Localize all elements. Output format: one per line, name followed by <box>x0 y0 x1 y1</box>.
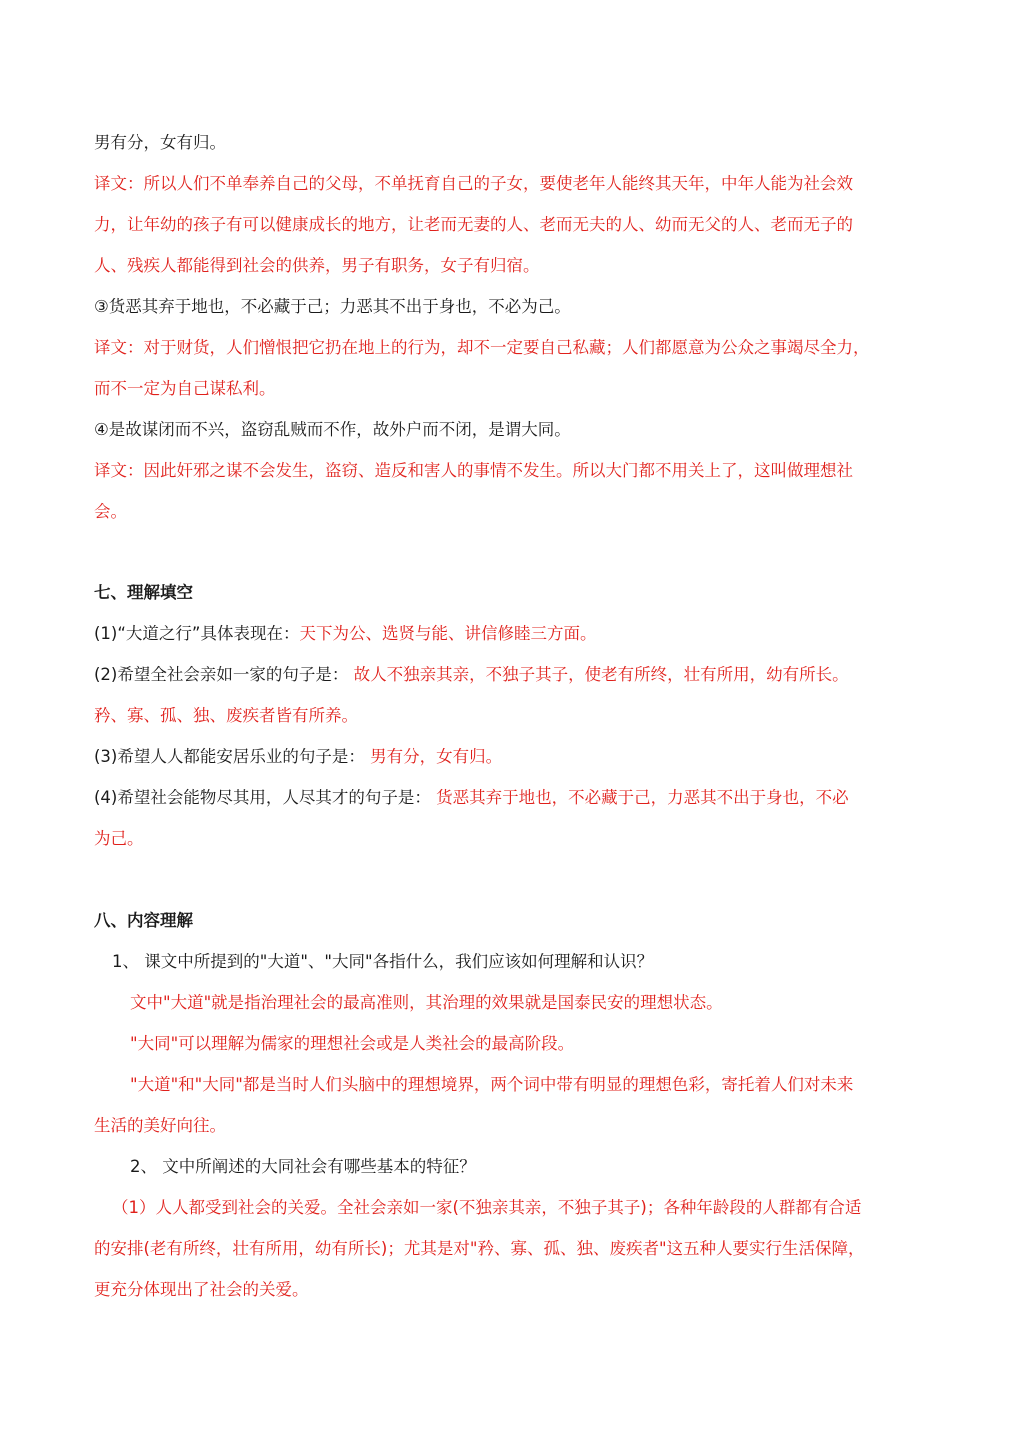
fill-blank-2-question: (2)希望全社会亲如一家的句子是： <box>94 665 349 684</box>
fill-blank-1-answer: 天下为公、选贤与能、讲信修睦三方面。 <box>299 624 597 643</box>
fill-blank-3-answer: 男有分，女有归。 <box>370 747 503 766</box>
fill-blank-1 <box>94 623 596 645</box>
answer-1-line-c: "大道"和"大同"都是当时人们头脑中的理想境界，两个词中带有明显的理想色彩，寄托着人们对未来 <box>130 1075 854 1094</box>
fill-blank-3-question: (3)希望人人都能安居乐业的句子是： <box>94 747 365 766</box>
classical-line-3: ③货恶其弃于地也，不必藏于己；力恶其不出于身也，不必为己。 <box>94 297 571 316</box>
translation-4-line-b: 会。 <box>94 502 127 521</box>
translation-3-line-b: 而不一定为自己谋私利。 <box>94 379 276 398</box>
fill-blank-1-question: (1)“大道之行”具体表现在： <box>94 624 300 643</box>
translation-1-line-c: 人、残疾人都能得到社会的供养，男子有职务，女子有归宿。 <box>94 256 540 275</box>
classical-line-1: 男有分，女有归。 <box>94 133 226 152</box>
answer-1-line-d: 生活的美好向往。 <box>94 1116 226 1135</box>
translation-3-line-a: 译文：对于财货，人们憎恨把它扔在地上的行为，却不一定要自己私藏；人们都愿意为公众之事竭尽全力， <box>94 338 870 357</box>
section-8-heading: 八、内容理解 <box>94 911 193 930</box>
fill-blank-4-answer-a: 货恶其弃于地也，不必藏于己，力恶其不出于身也，不必 <box>436 788 849 807</box>
fill-blank-2-answer-b: 矜、寡、孤、独、废疾者皆有所养。 <box>94 706 358 725</box>
fill-blank-4 <box>94 787 849 809</box>
comprehension-question-2: 2、 文中所阐述的大同社会有哪些基本的特征？ <box>130 1157 476 1176</box>
answer-1-line-b: "大同"可以理解为儒家的理想社会或是人类社会的最高阶段。 <box>130 1034 575 1053</box>
fill-blank-4-answer-b: 为己。 <box>94 829 144 848</box>
comprehension-question-1: 1、 课文中所提到的"大道"、"大同"各指什么，我们应该如何理解和认识？ <box>112 952 654 971</box>
fill-blank-2-answer-a: 故人不独亲其亲，不独子其子，使老有所终，壮有所用，幼有所长。 <box>353 665 849 684</box>
fill-blank-4-question: (4)希望社会能物尽其用，人尽其才的句子是： <box>94 788 431 807</box>
section-7-heading: 七、理解填空 <box>94 583 193 602</box>
answer-1-line-a: 文中"大道"就是指治理社会的最高准则，其治理的效果就是国泰民安的理想状态。 <box>130 993 723 1012</box>
answer-2-line-b: 的安排(老有所终，壮有所用，幼有所长)；尤其是对"矜、寡、孤、独、废疾者"这五种人要实行生活保障， <box>94 1239 865 1258</box>
classical-line-4: ④是故谋闭而不兴，盗窃乱贼而不作，故外户而不闭，是谓大同。 <box>94 420 571 439</box>
translation-4-line-a: 译文：因此奸邪之谋不会发生，盗窃、造反和害人的事情不发生。所以大门都不用关上了，这叫做理想社 <box>94 461 853 480</box>
answer-2-line-c: 更充分体现出了社会的关爱。 <box>94 1280 309 1299</box>
fill-blank-2 <box>94 664 849 686</box>
fill-blank-3 <box>94 746 502 768</box>
translation-1-line-a: 译文：所以人们不单奉养自己的父母，不单抚育自己的子女，要使老年人能终其天年，中年人能为社会效 <box>94 174 853 193</box>
translation-1-line-b: 力，让年幼的孩子有可以健康成长的地方，让老而无妻的人、老而无夫的人、幼而无父的人、老而无子的 <box>94 215 853 234</box>
answer-2-line-a: （1）人人都受到社会的关爱。全社会亲如一家(不独亲其亲，不独子其子)；各种年龄段的人群都有合适 <box>112 1198 862 1217</box>
